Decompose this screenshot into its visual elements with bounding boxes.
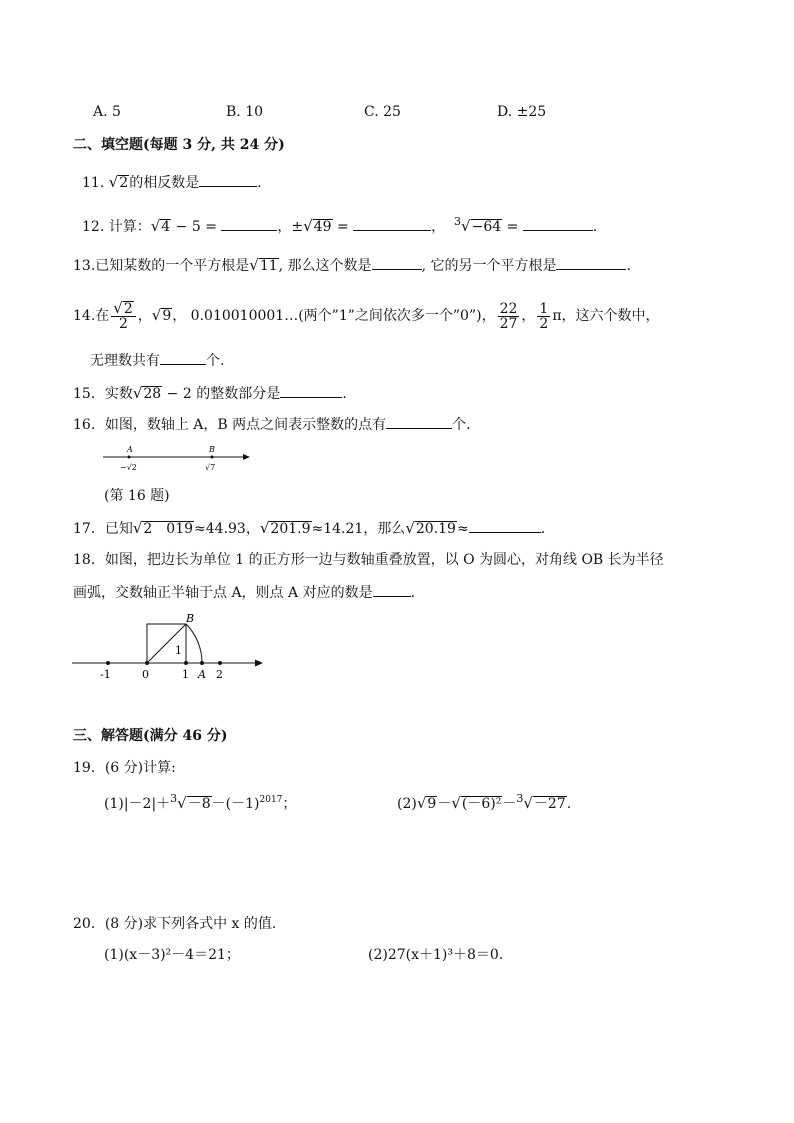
answer-blank[interactable] — [373, 582, 411, 597]
question-14-line2: 无理数共有 个. — [90, 350, 224, 371]
label-a: A — [127, 445, 133, 454]
side-label: 1 — [175, 644, 182, 657]
option-d: D. ±25 — [497, 104, 547, 120]
cube-root-icon: √ — [523, 794, 533, 812]
figure-16-caption: (第 16 题) — [104, 488, 170, 504]
answer-blank[interactable] — [160, 350, 206, 365]
label-b: B — [209, 445, 215, 454]
sqrt-icon: √ — [108, 173, 119, 191]
answer-blank[interactable] — [221, 216, 277, 231]
question-17: 17．已知√2 019≈44.93，√201.9≈14.21，那么√20.19≈ . — [73, 519, 546, 537]
tick-a: −√2 — [120, 463, 137, 472]
sqrt-icon: √ — [150, 217, 161, 235]
question-19-part2: (2)√9－√(－6)²－$^3$√－27. — [397, 792, 572, 812]
question-15: 15．实数√28 − 2 的整数部分是 . — [73, 384, 347, 402]
section-3-title: 三、解答题(满分 46 分) — [73, 728, 228, 744]
question-19-title: 19．(6 分)计算: — [73, 760, 176, 776]
sqrt-icon: √ — [451, 794, 461, 812]
answer-blank[interactable] — [556, 255, 626, 270]
tick-0: 0 — [142, 668, 149, 681]
cube-root-icon: √ — [461, 217, 471, 235]
q11-text: 的相反数是 — [129, 175, 200, 191]
question-14: 14.在 $\frac{√2}{2}$ ，√9， 0.010010001…(两个”1”之间依次多一个”0”)， $\frac{22}{27}$ ， $\frac{1}{2}$ π，这六个数中， — [73, 299, 660, 332]
section-2-title: 二、填空题(每题 3 分, 共 24 分) — [73, 137, 285, 153]
tick-minus-1: -1 — [100, 668, 111, 681]
tick-2: 2 — [216, 668, 223, 681]
fraction: $\frac{√2}{2}$ — [111, 301, 135, 331]
answer-blank[interactable] — [523, 216, 593, 231]
number-line-figure-18 — [68, 612, 268, 684]
answer-blank[interactable] — [372, 255, 422, 270]
arc — [186, 624, 202, 663]
question-12: 12. 计算：√4 − 5 = ，±√49 = ， $^3$√−64 = . — [82, 215, 598, 235]
fraction: $\frac{1}{2}$ — [539, 300, 549, 332]
answer-blank[interactable] — [469, 518, 541, 533]
sqrt-icon: √ — [151, 306, 162, 324]
question-20-title: 20．(8 分)求下列各式中 x 的值. — [73, 916, 277, 932]
sqrt-icon: √ — [416, 794, 427, 812]
point-a — [128, 456, 131, 459]
option-c: C. 25 — [364, 104, 401, 120]
question-20-part2: (2)27(x＋1)³＋8＝0. — [368, 947, 504, 963]
point-b — [211, 456, 214, 459]
answer-blank[interactable] — [199, 172, 257, 187]
tick-1: 1 — [182, 668, 189, 681]
sqrt-icon: √ — [132, 519, 143, 537]
question-13: 13.已知某数的一个平方根是√11, 那么这个数是 , 它的另一个平方根是 . — [73, 256, 631, 274]
question-16: 16．如图，数轴上 A，B 两点之间表示整数的点有 个. — [73, 414, 471, 435]
answer-blank[interactable] — [280, 383, 342, 398]
label-a: A — [198, 668, 206, 681]
sqrt-icon: √ — [259, 519, 270, 537]
answer-blank[interactable] — [353, 216, 431, 231]
question-19-part1: $(1)|-2|+^3√-8-(-1)^{2017}$； — [104, 792, 297, 812]
fraction: $\frac{22}{27}$ — [499, 300, 518, 332]
label-b: B — [186, 612, 195, 625]
question-18-line1: 18．如图，把边长为单位 1 的正方形一边与数轴重叠放置，以 O 为圆心，对角线 OB 长为半径 — [73, 552, 664, 568]
answer-blank[interactable] — [386, 414, 452, 429]
question-20-part1: (1)(x－3)²－4＝21； — [104, 947, 240, 963]
number-line-figure-16 — [100, 442, 260, 476]
cube-root-icon: √ — [177, 794, 187, 812]
option-b: B. 10 — [226, 104, 264, 120]
q11-number: 11. — [82, 175, 105, 191]
sqrt-icon: √ — [405, 519, 415, 537]
arrow-icon — [255, 660, 263, 667]
option-a: A. 5 — [93, 104, 121, 120]
question-11: 11. √2的相反数是 . — [82, 173, 262, 191]
tick-b: √7 — [205, 463, 216, 472]
question-18-line2: 画弧，交数轴正半轴于点 A，则点 A 对应的数是 . — [73, 582, 415, 603]
sqrt-icon: √ — [249, 256, 259, 274]
sqrt-icon: √ — [132, 384, 143, 402]
sqrt-icon: √ — [303, 217, 313, 235]
